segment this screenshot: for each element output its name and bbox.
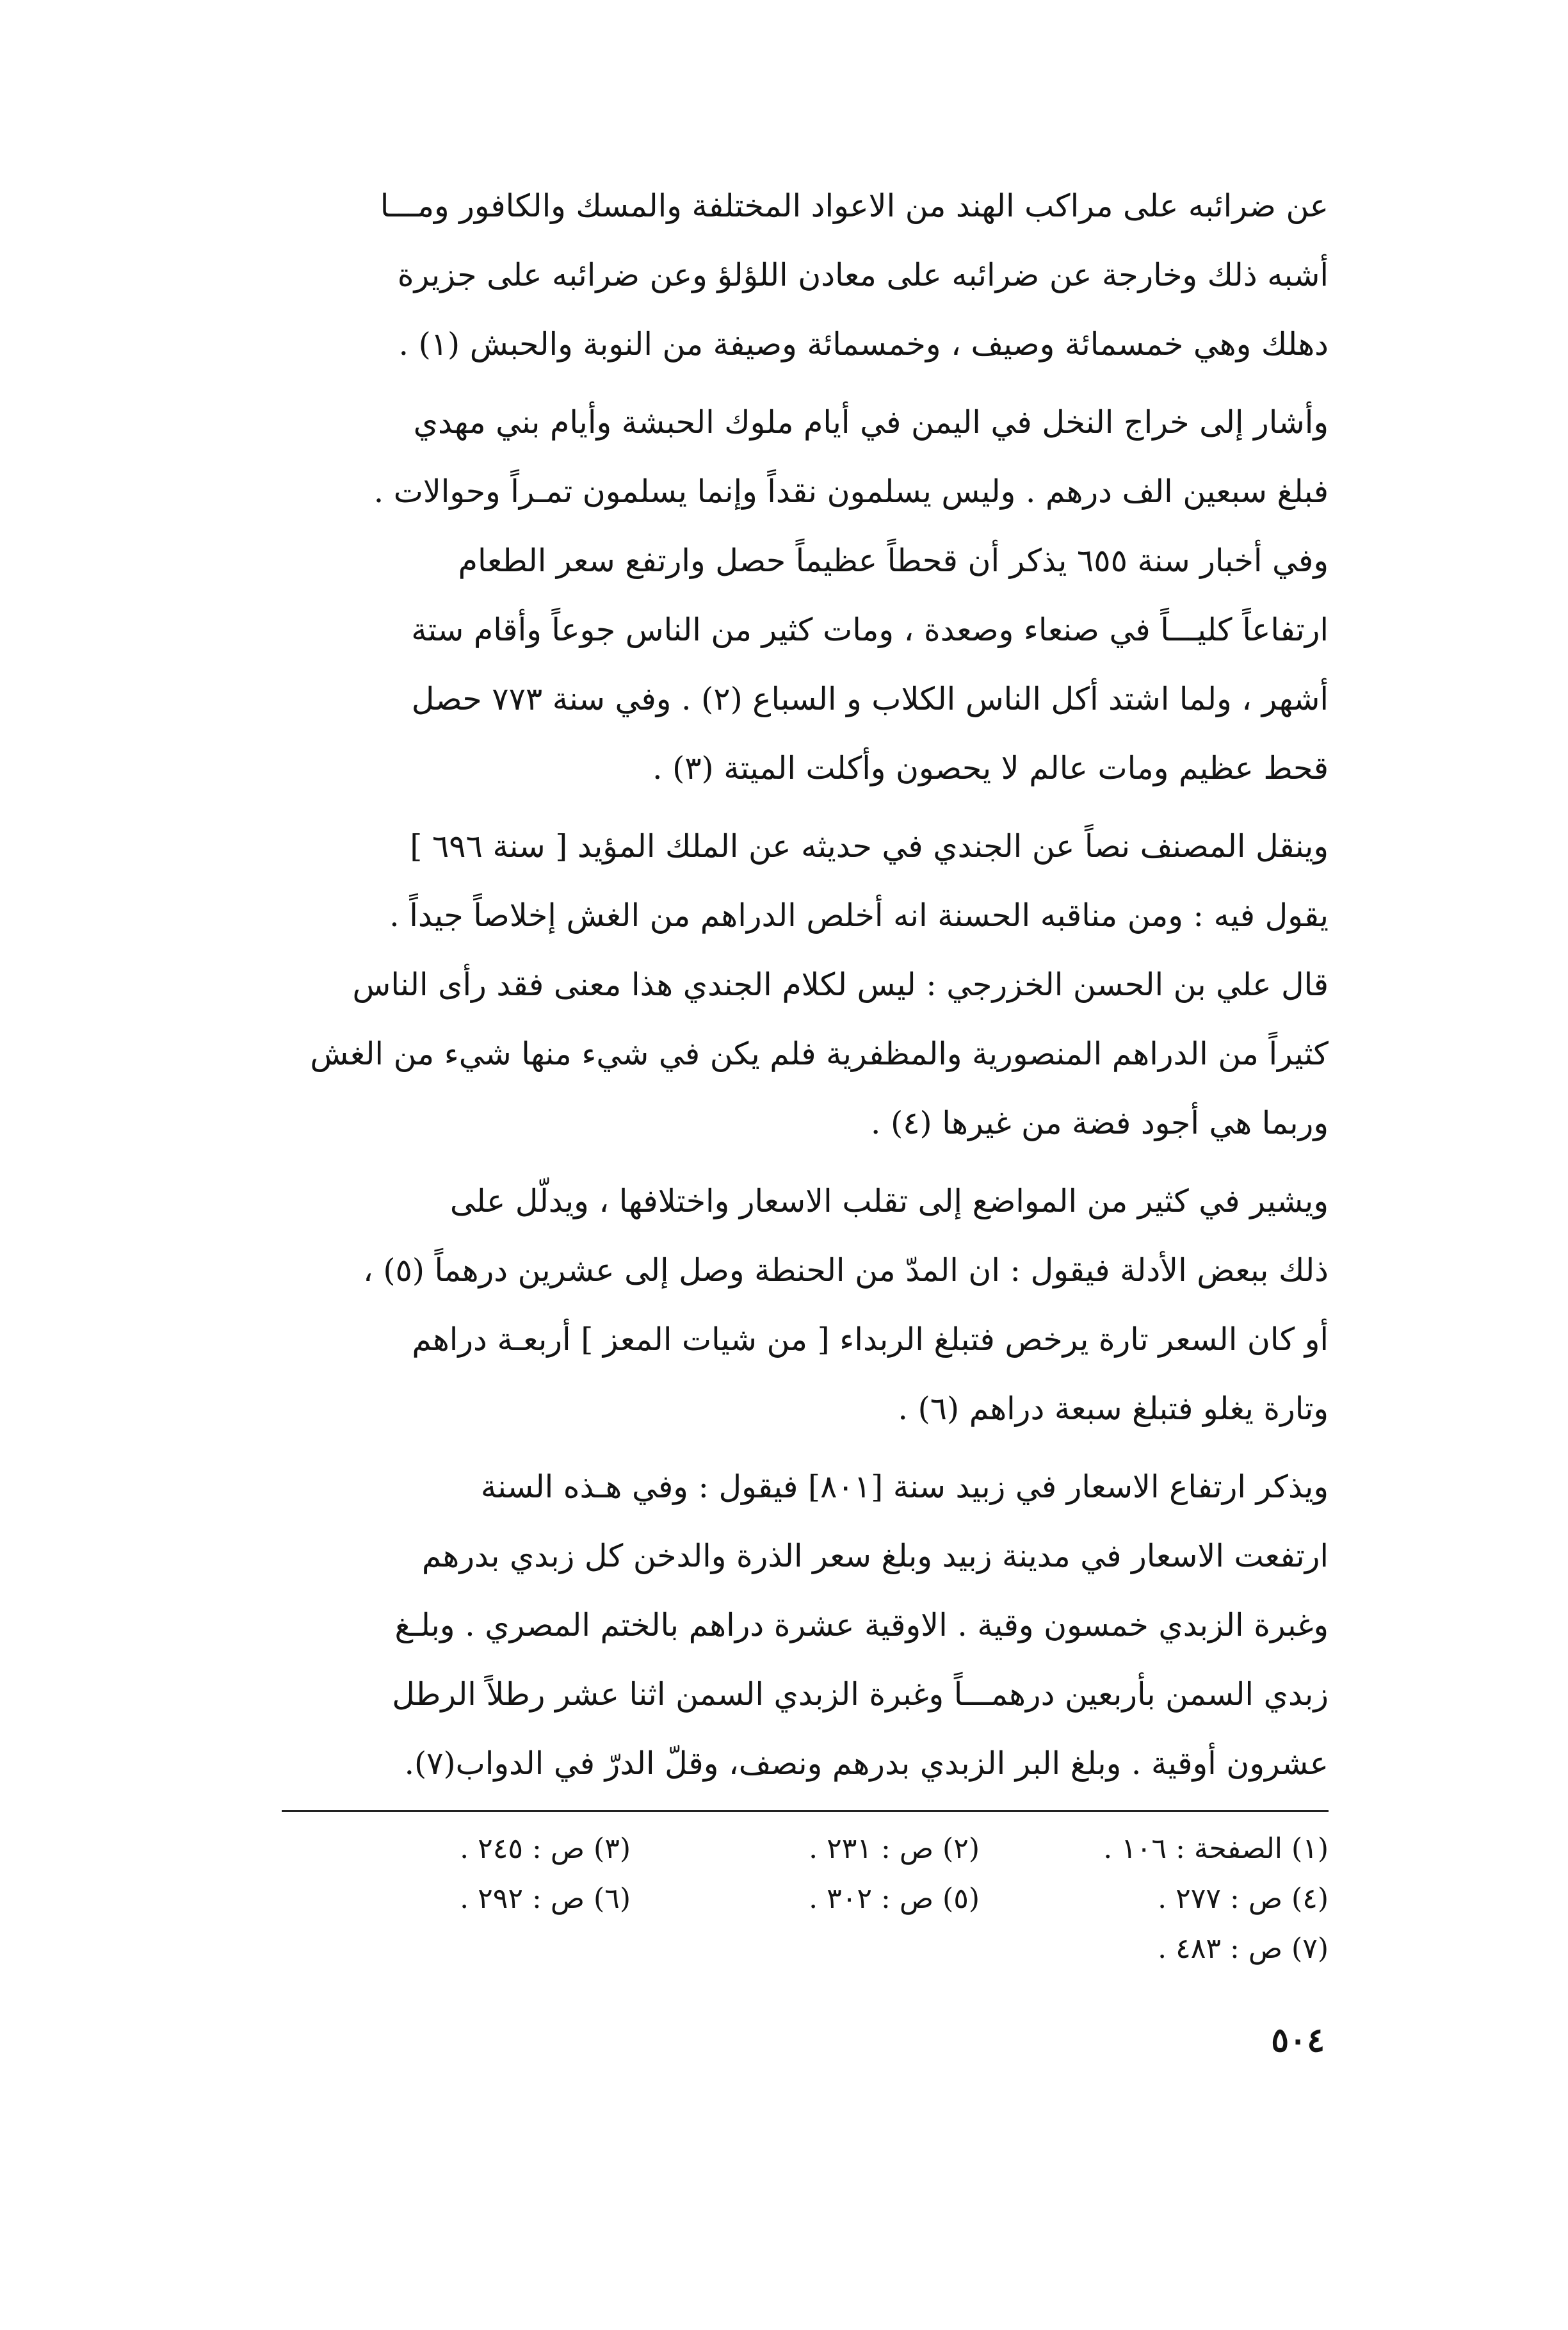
text-line: وينقل المصنف نصاً عن الجندي في حديثه عن الملك المؤيد [ سنة ٦٩٦ ]: [410, 828, 1329, 865]
text-line: وربما هي أجود فضة من غيرها (٤) .: [870, 1105, 1329, 1141]
footnote-divider: [282, 1810, 1329, 1812]
page-number: ٥٠٤: [1271, 2021, 1325, 2060]
paragraph-4: [227, 1167, 1329, 1444]
text-line: فبلغ سبعين الف درهم . وليس يسلمون نقداً وإنما يسلمون تمـراً وحوالات .: [373, 473, 1329, 510]
text-line: زبدي السمن بأربعين درهمـــاً وغبرة الزبدي السمن اثنا عشر رطلاً الرطل: [392, 1676, 1329, 1713]
text-line: يقول فيه : ومن مناقبه الحسنة انه أخلص الدراهم من الغش إخلاصاً جيداً .: [389, 897, 1329, 934]
paragraph-3: [227, 812, 1329, 1158]
footnote: (٦) ص : ٢٩٢ .: [460, 1882, 631, 1915]
footnotes: [282, 1824, 1329, 1974]
paragraph-1: [227, 172, 1329, 379]
footnote-row: [282, 1824, 1329, 1874]
main-text: [227, 172, 1329, 1807]
text-line: ارتفعت الاسعار في مدينة زبيد وبلغ سعر الذرة والدخن كل زبدي بدرهم: [421, 1538, 1329, 1574]
footnote: (٥) ص : ٣٠٢ .: [809, 1882, 980, 1915]
text-line: ذلك ببعض الأدلة فيقول : ان المدّ من الحنطة وصل إلى عشرين درهماً (٥) ،: [362, 1252, 1329, 1289]
text-line: وفي أخبار سنة ٦٥٥ يذكر أن قحطاً عظيماً حصل وارتفع سعر الطعام: [458, 542, 1329, 579]
text-line: وأشار إلى خراج النخل في اليمن في أيام ملوك الحبشة وأيام بني مهدي: [413, 404, 1329, 441]
text-line: قال علي بن الحسن الخزرجي : ليس لكلام الجندي هذا معنى فقد رأى الناس: [352, 966, 1329, 1003]
paragraph-5: [227, 1453, 1329, 1798]
text-line: عشرون أوقية . وبلغ البر الزبدي بدرهم ونصف، وقلّ الدرّ في الدواب(٧).: [404, 1745, 1329, 1782]
text-line: ويذكر ارتفاع الاسعار في زبيد سنة [٨٠١] فيقول : وفي هـذه السنة: [480, 1469, 1329, 1505]
footnote: (٧) ص : ٤٨٣ .: [1158, 1932, 1329, 1965]
text-line: وتارة يغلو فتبلغ سبعة دراهم (٦) .: [898, 1390, 1329, 1427]
text-line: أشهر ، ولما اشتد أكل الناس الكلاب و السباع (٢) . وفي سنة ٧٧٣ حصل: [411, 681, 1329, 717]
text-line: أو كان السعر تارة يرخص فتبلغ الربداء [ من شيات المعز ] أربعـة دراهم: [412, 1321, 1329, 1358]
text-line: كثيراً من الدراهم المنصورية والمظفرية فلم يكن في شيء منها شيء من الغش: [310, 1036, 1329, 1072]
footnote-row: [282, 1874, 1329, 1924]
footnote-row: [282, 1924, 1329, 1974]
text-line: أشبه ذلك وخارجة عن ضرائبه على معادن اللؤلؤ وعن ضرائبه على جزيرة: [397, 257, 1329, 293]
text-line: دهلك وهي خمسمائة وصيف ، وخمسمائة وصيفة من النوبة والحبش (١) .: [398, 326, 1329, 363]
text-line: وغبرة الزبدي خمسون وقية . الاوقية عشرة دراهم بالختم المصري . وبلـغ: [394, 1607, 1329, 1643]
footnote: (١) الصفحة : ١٠٦ .: [1103, 1832, 1329, 1865]
footnote: (٢) ص : ٢٣١ .: [809, 1832, 980, 1865]
text-line: ارتفاعاً كليـــاً في صنعاء وصعدة ، ومات كثير من الناس جوعاً وأقام ستة: [411, 612, 1329, 648]
text-line: عن ضرائبه على مراكب الهند من الاعواد المختلفة والمسك والكافور ومـــا: [380, 188, 1329, 224]
text-line: ويشير في كثير من المواضع إلى تقلب الاسعار واختلافها ، ويدلّل على: [449, 1183, 1329, 1219]
paragraph-2: [227, 388, 1329, 803]
text-line: قحط عظيم ومات عالم لا يحصون وأكلت الميتة (٣) .: [652, 750, 1329, 786]
footnote: (٤) ص : ٢٧٧ .: [1158, 1882, 1329, 1915]
footnote: (٣) ص : ٢٤٥ .: [460, 1832, 631, 1865]
